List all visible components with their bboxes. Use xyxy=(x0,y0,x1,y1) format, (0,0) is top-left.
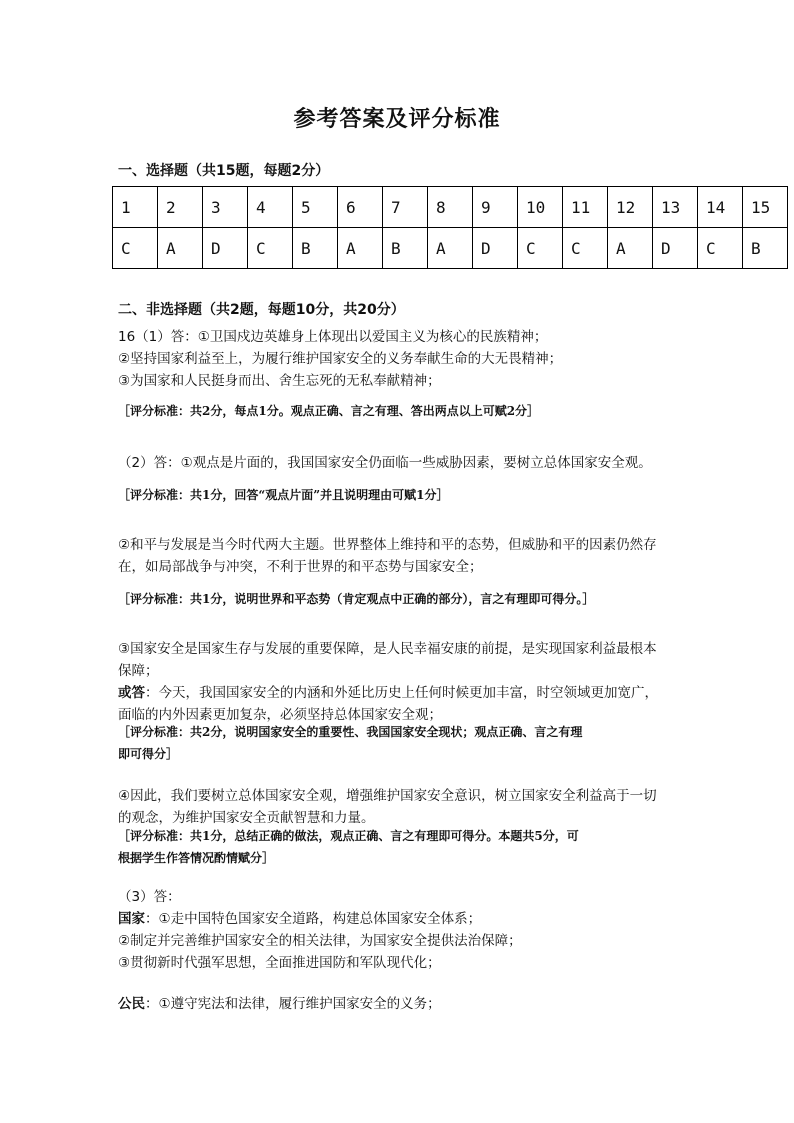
q16-2-alt-answer-line xyxy=(118,682,684,704)
q16-3-line: （3）答： xyxy=(118,889,181,905)
question-number-row xyxy=(113,187,788,228)
answer-row xyxy=(113,228,788,269)
answer-cell: D xyxy=(473,228,518,269)
q16-2-point-3-line: ③国家安全是国家生存与发展的重要保障，是人民幸福安康的前提，是实现国家利益最根本 xyxy=(118,641,657,657)
answer-cell: B xyxy=(383,228,428,269)
question-number-cell: 5 xyxy=(293,187,338,228)
question-number-cell: 13 xyxy=(653,187,698,228)
answer-cell: D xyxy=(653,228,698,269)
answer-cell: D xyxy=(203,228,248,269)
q16-2-scoring-standard-3 xyxy=(118,721,684,765)
standard-line: ［评分标准：共2分，说明国家安全的重要性、我国国家安全现状；观点正确、言之有理 xyxy=(118,725,583,739)
alt-answer-text: ：今天，我国国家安全的内涵和外延比历史上任何时候更加丰富，时空领域更加宽广， xyxy=(145,685,658,701)
answer-cell: A xyxy=(428,228,473,269)
alt-answer-label: 或答 xyxy=(118,685,145,701)
page-title: 参考答案及评分标准 xyxy=(293,106,501,132)
answer-cell: C xyxy=(113,228,158,269)
q16-2-point-3-line: 保障； xyxy=(118,663,159,679)
country-point: ②制定并完善维护国家安全的相关法律，为国家安全提供法治保障； xyxy=(118,933,522,949)
answer-table xyxy=(112,186,788,269)
citizen-label: 公民 xyxy=(118,996,145,1012)
answer-cell: A xyxy=(338,228,383,269)
q16-2-alt-answer-line: 面临的内外因素更加复杂，必须坚持总体国家安全观； xyxy=(118,707,442,723)
citizen-point: ：①遵守宪法和法律，履行维护国家安全的义务； xyxy=(145,996,441,1012)
question-number-cell: 10 xyxy=(518,187,563,228)
q16-2-point-4-line: 的观念，为维护国家安全贡献智慧和力量。 xyxy=(118,810,375,826)
question-number-cell: 11 xyxy=(563,187,608,228)
answer-cell: C xyxy=(248,228,293,269)
answer-cell: C xyxy=(563,228,608,269)
country-point: ：①走中国特色国家安全道路，构建总体国家安全体系； xyxy=(145,911,482,927)
country-point: ③贯彻新时代强军思想，全面推进国防和军队现代化； xyxy=(118,955,441,971)
section-heading-multiple-choice: 一、选择题（共15题，每题2分） xyxy=(118,163,330,179)
answer-cell: A xyxy=(158,228,203,269)
question-number-cell: 2 xyxy=(158,187,203,228)
q16-2-point-4 xyxy=(118,785,684,829)
q16-3-country-line xyxy=(118,908,684,930)
q16-3-answer xyxy=(118,886,684,974)
q16-1-answer xyxy=(118,326,684,392)
question-number-cell: 3 xyxy=(203,187,248,228)
question-number-cell: 8 xyxy=(428,187,473,228)
q16-2-point-1: （2）答：①观点是片面的，我国国家安全仍面临一些威胁因素，要树立总体国家安全观。 xyxy=(118,455,652,471)
q16-1-line: ③为国家和人民挺身而出、舍生忘死的无私奉献精神； xyxy=(118,373,441,389)
q16-2-point-3 xyxy=(118,638,684,726)
standard-line: 根据学生作答情况酌情赋分］ xyxy=(118,851,275,865)
answer-cell: C xyxy=(698,228,743,269)
q16-2-point-2-line: ②和平与发展是当今时代两大主题。世界整体上维持和平的态势，但威胁和平的因素仍然存 xyxy=(118,537,657,553)
answer-cell: C xyxy=(518,228,563,269)
q16-2-point-2-line: 在，如局部战争与冲突，不利于世界的和平态势与国家安全； xyxy=(118,559,483,575)
question-number-cell: 4 xyxy=(248,187,293,228)
q16-3-citizen-line xyxy=(118,993,684,1015)
question-number-cell: 9 xyxy=(473,187,518,228)
answer-cell: B xyxy=(293,228,338,269)
question-number-cell: 1 xyxy=(113,187,158,228)
q16-2-scoring-standard-2: ［评分标准：共1分，说明世界和平态势（肯定观点中正确的部分），言之有理即可得分。］ xyxy=(118,592,595,606)
question-number-cell: 7 xyxy=(383,187,428,228)
answer-cell: A xyxy=(608,228,653,269)
standard-line: ［评分标准：共1分，总结正确的做法，观点正确、言之有理即可得分。本题共5分，可 xyxy=(118,829,579,843)
q16-2-scoring-standard-1: ［评分标准：共1分，回答“观点片面”并且说明理由可赋1分］ xyxy=(118,488,449,502)
country-label: 国家 xyxy=(118,911,145,927)
q16-2-scoring-standard-4 xyxy=(118,825,684,869)
q16-2-point-2 xyxy=(118,534,684,578)
section-heading-open-questions: 二、非选择题（共2题，每题10分，共20分） xyxy=(118,302,405,318)
q16-1-scoring-standard: ［评分标准：共2分，每点1分。观点正确、言之有理、答出两点以上可赋2分］ xyxy=(118,404,540,418)
standard-line: 即可得分］ xyxy=(118,747,179,761)
q16-1-line: 16（1）答：①卫国戍边英雄身上体现出以爱国主义为核心的民族精神； xyxy=(118,329,548,345)
q16-1-line: ②坚持国家利益至上，为履行维护国家安全的义务奉献生命的大无畏精神； xyxy=(118,351,563,367)
question-number-cell: 12 xyxy=(608,187,653,228)
question-number-cell: 15 xyxy=(743,187,788,228)
q16-2-point-4-line: ④因此，我们要树立总体国家安全观，增强维护国家安全意识，树立国家安全利益高于一切 xyxy=(118,788,657,804)
question-number-cell: 6 xyxy=(338,187,383,228)
answer-cell: B xyxy=(743,228,788,269)
question-number-cell: 14 xyxy=(698,187,743,228)
